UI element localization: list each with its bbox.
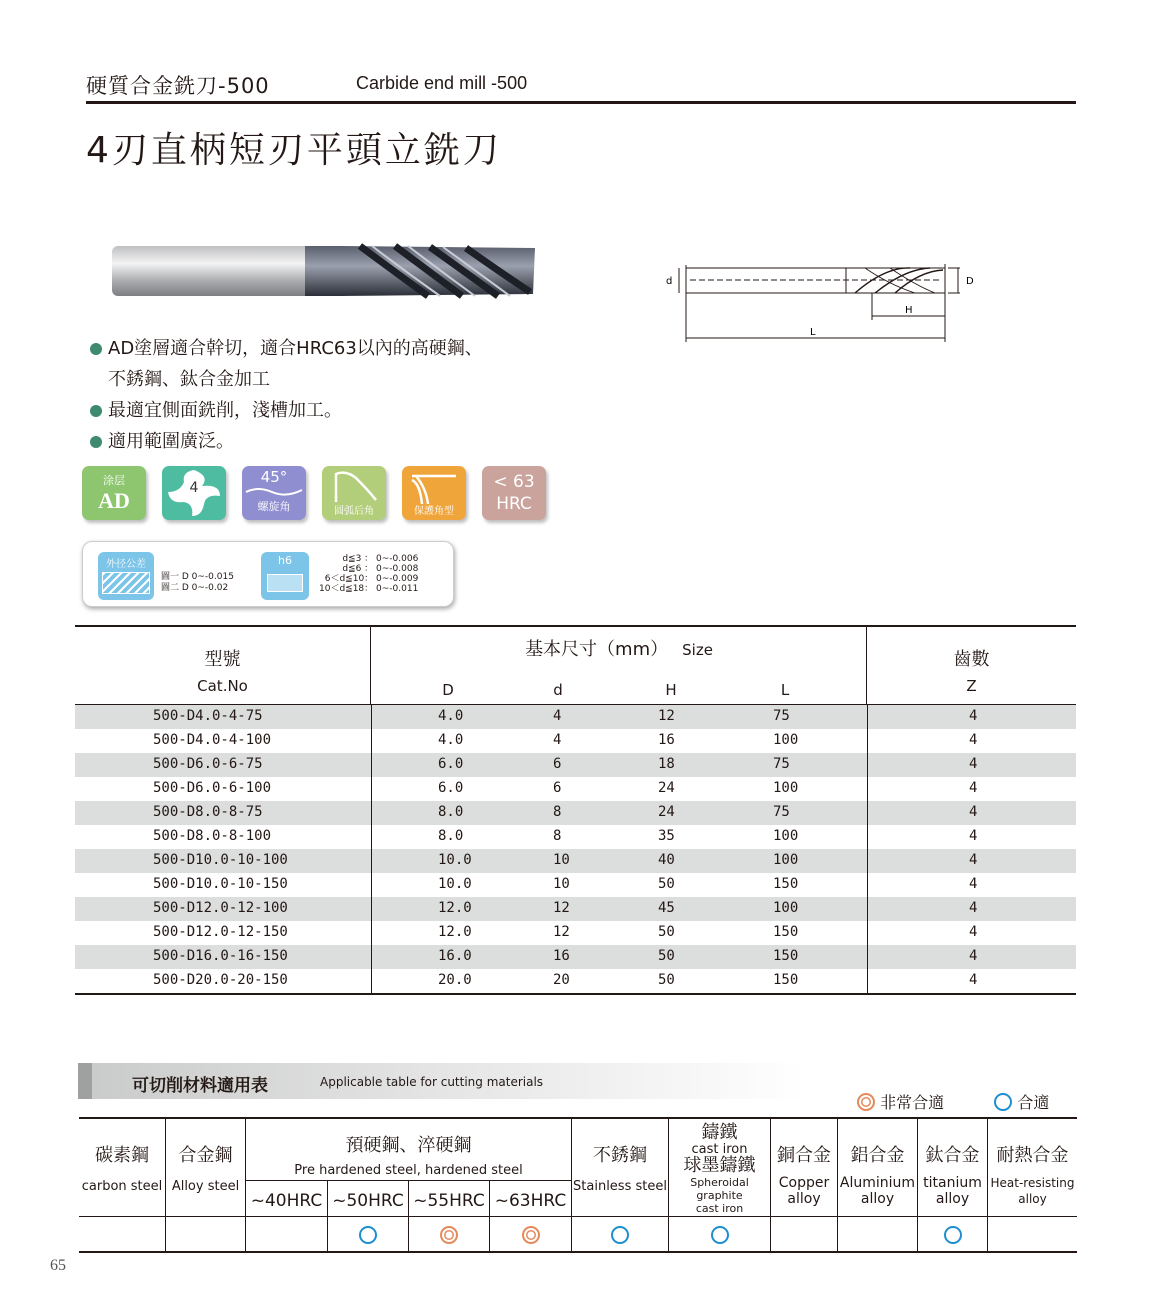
cell-d: 4 [553, 732, 562, 748]
materials-title-en: Applicable table for cutting materials [320, 1075, 544, 1089]
cell-L: 100 [773, 852, 799, 868]
cell-D: 4.0 [438, 732, 464, 748]
cat-no-header-en: Cat.No [197, 677, 248, 695]
protection-corner-icon [402, 466, 466, 520]
cell-H: 16 [658, 732, 675, 748]
icon-value: 4 [189, 480, 199, 496]
cell-L: 75 [773, 708, 790, 724]
cell-L: 100 [773, 900, 799, 916]
cell-cat: 500-D10.0-10-150 [153, 876, 288, 892]
heat-resisting-en-2: alloy [1018, 1192, 1047, 1206]
feature-text: 適用範圍廣泛。 [108, 431, 234, 452]
materials-section-header [78, 1063, 808, 1099]
size-header-title [371, 635, 867, 661]
table-row [75, 729, 1076, 753]
table-row [75, 777, 1076, 801]
icon-caption: 螺旋角 [257, 500, 291, 513]
column-divider [371, 849, 372, 873]
column-divider [867, 849, 868, 873]
carbon-steel-zh: 碳素鋼 [95, 1145, 149, 1166]
bullet-dot-icon [90, 343, 102, 355]
cell-cat: 500-D12.0-12-150 [153, 924, 288, 940]
cell-d: 10 [553, 876, 570, 892]
col-header-d: d [553, 681, 563, 699]
cell-L: 150 [773, 948, 799, 964]
feature-text: AD塗層適合幹切，適合HRC63以內的高硬鋼、 [108, 338, 483, 359]
size-header [371, 627, 867, 705]
suitable-ring-icon [359, 1226, 377, 1244]
cell-H: 50 [658, 876, 675, 892]
hatch-icon [102, 572, 150, 594]
cell-D: 6.0 [438, 780, 464, 796]
titanium-zh: 鈦合金 [925, 1145, 980, 1166]
cat-no-header [75, 627, 371, 705]
aluminium-en-2: alloy [860, 1191, 895, 1207]
column-divider [867, 801, 868, 825]
shank-icon [267, 574, 303, 592]
stainless-zh: 不銹鋼 [593, 1145, 647, 1166]
column-divider [867, 729, 868, 753]
icon-value: AD [98, 488, 130, 513]
alloy-steel-col [166, 1119, 246, 1253]
hrc40-col [246, 1181, 328, 1253]
cell-H: 24 [658, 780, 675, 796]
shank-tolerance-table [319, 554, 418, 594]
feature-text: 最適宜側面銑削，淺槽加工。 [108, 400, 342, 421]
column-divider [371, 945, 372, 969]
titanium-en-1: titanium [923, 1175, 982, 1191]
four-flute-icon [162, 466, 226, 520]
table-row [75, 945, 1076, 969]
cell-H: 50 [658, 972, 675, 988]
very-suitable-ring-icon [857, 1093, 875, 1111]
cell-L: 75 [773, 756, 790, 772]
cast-iron-en: cast iron [691, 1142, 748, 1157]
cell-Z: 4 [969, 852, 978, 868]
cell-Z: 4 [969, 900, 978, 916]
spec-table [75, 625, 1076, 995]
col-header-D: D [442, 681, 454, 699]
cell-cat: 500-D20.0-20-150 [153, 972, 288, 988]
header-title-zh: 硬質合金銑刀-500 [86, 74, 270, 98]
flutes-header-en: Z [966, 677, 977, 695]
cell-d: 20 [553, 972, 570, 988]
size-header-zh: 基本尺寸（mm） [525, 639, 669, 660]
ductile-iron-zh: 球墨鑄鐵 [683, 1155, 756, 1176]
cell-Z: 4 [969, 948, 978, 964]
cell-d: 12 [553, 900, 570, 916]
feature-item [90, 395, 570, 426]
copper-en-1: Copper [778, 1175, 830, 1191]
carbon-steel-en: carbon steel [81, 1179, 163, 1194]
hrc55-label: ~55HRC [413, 1191, 485, 1211]
cell-Z: 4 [969, 804, 978, 820]
column-divider [867, 705, 868, 729]
icon-value: < 63 [493, 472, 535, 492]
cell-cat: 500-D10.0-10-100 [153, 852, 288, 868]
aluminium-zh: 鋁合金 [850, 1145, 905, 1166]
heat-resisting-zh: 耐熱合金 [996, 1145, 1069, 1166]
hardened-steel-en: Pre hardened steel, hardened steel [294, 1163, 523, 1178]
suitable-ring-icon [611, 1226, 629, 1244]
aluminium-col [838, 1119, 918, 1253]
drawing-label-D: D [966, 276, 974, 287]
cell-D: 8.0 [438, 804, 464, 820]
column-divider [371, 753, 372, 777]
feature-icons [82, 466, 552, 522]
drawing-label-d: d [666, 276, 673, 287]
column-divider [867, 777, 868, 801]
outer-diameter-tolerance-badge [98, 552, 154, 600]
cell-H: 24 [658, 804, 675, 820]
column-divider [867, 945, 868, 969]
table-row [75, 705, 1076, 729]
column-divider [371, 729, 372, 753]
column-divider [371, 969, 372, 993]
cast-iron-zh: 鑄鐵 [701, 1122, 738, 1143]
cell-L: 100 [773, 828, 799, 844]
end-mill-photo [110, 242, 535, 300]
shank-tolerance-row: d≦6 ： 0~-0.008 [342, 564, 419, 574]
suitable-ring-icon [944, 1226, 962, 1244]
column-divider [867, 825, 868, 849]
flutes-header-zh: 齒數 [953, 649, 990, 670]
aluminium-en-1: Aluminium [839, 1175, 916, 1191]
cell-d: 10 [553, 852, 570, 868]
cell-cat: 500-D12.0-12-100 [153, 900, 288, 916]
cell-cat: 500-D4.0-4-100 [153, 732, 272, 748]
cell-cat: 500-D6.0-6-100 [153, 780, 272, 796]
cell-cat: 500-D16.0-16-150 [153, 948, 288, 964]
suitable-ring-icon [711, 1226, 729, 1244]
feature-list [90, 333, 570, 457]
icon-caption: 涂层 [103, 474, 125, 487]
copper-zh: 銅合金 [777, 1145, 831, 1166]
cell-H: 18 [658, 756, 675, 772]
table-row [75, 801, 1076, 825]
cell-H: 45 [658, 900, 675, 916]
titanium-en-2: alloy [935, 1191, 970, 1207]
col-header-H: H [665, 681, 677, 699]
tolerance-fig2: 圖二 D 0~-0.02 [161, 583, 229, 593]
table-row [75, 921, 1076, 945]
cell-D: 10.0 [438, 852, 472, 868]
column-divider [371, 801, 372, 825]
icon-caption: 保護角型 [414, 506, 454, 517]
cell-cat: 500-D6.0-6-75 [153, 756, 263, 772]
cell-d: 16 [553, 948, 570, 964]
cat-no-header-zh: 型號 [204, 649, 241, 670]
shank-tolerance-badge [261, 552, 309, 600]
very-suitable-ring-icon [440, 1226, 458, 1244]
bullet-dot-icon [90, 405, 102, 417]
materials-table [79, 1117, 1077, 1253]
helix-angle-icon [242, 466, 306, 520]
cell-Z: 4 [969, 780, 978, 796]
page-title: 4刃直柄短刃平頭立銑刀 [86, 130, 502, 171]
table-row [75, 873, 1076, 897]
cell-D: 20.0 [438, 972, 472, 988]
suitability-legend [857, 1090, 1049, 1113]
arc-relief-icon [322, 466, 386, 520]
cell-cat: 500-D4.0-4-75 [153, 708, 263, 724]
cell-D: 8.0 [438, 828, 464, 844]
header-edge [78, 1063, 92, 1099]
spec-table-header [75, 627, 1076, 705]
table-row [75, 753, 1076, 777]
cell-Z: 4 [969, 756, 978, 772]
column-divider [371, 705, 372, 729]
cell-H: 50 [658, 924, 675, 940]
icon-caption: HRC [496, 494, 532, 514]
cell-L: 150 [773, 924, 799, 940]
very-suitable-ring-icon [522, 1226, 540, 1244]
materials-title-zh: 可切削材料適用表 [132, 1076, 268, 1096]
cell-Z: 4 [969, 924, 978, 940]
cell-D: 12.0 [438, 924, 472, 940]
hrc40-label: ~40HRC [250, 1191, 323, 1211]
cell-L: 150 [773, 972, 799, 988]
cell-d: 12 [553, 924, 570, 940]
ductile-iron-en-1: Spheroidal graphite [690, 1176, 749, 1202]
table-row [75, 969, 1076, 993]
shank-tolerance-label: h6 [278, 554, 292, 567]
cell-d: 6 [553, 780, 562, 796]
cell-Z: 4 [969, 732, 978, 748]
bullet-dot-icon [90, 436, 102, 448]
cell-H: 12 [658, 708, 675, 724]
cell-d: 4 [553, 708, 562, 724]
cell-D: 6.0 [438, 756, 464, 772]
shank-tolerance-row: 6＜d≦10： 0~-0.009 [324, 574, 419, 584]
cell-Z: 4 [969, 828, 978, 844]
hrc50-label: ~50HRC [332, 1191, 404, 1211]
cell-cat: 500-D8.0-8-75 [153, 804, 263, 820]
cell-D: 4.0 [438, 708, 464, 724]
size-header-en: Size [682, 641, 713, 659]
shank-tolerance-row: 10＜d≦18： 0~-0.011 [319, 584, 419, 594]
tolerance-label: 外径公差 [106, 559, 146, 570]
legend-very-suitable: 非常合適 [880, 1093, 945, 1112]
cell-H: 50 [658, 948, 675, 964]
heat-resisting-en-1: Heat-resisting [990, 1176, 1075, 1190]
spec-table-body [75, 705, 1076, 993]
col-header-L: L [780, 681, 790, 699]
cell-d: 8 [553, 828, 562, 844]
coating-ad-icon [82, 466, 146, 520]
hrc-rating-icon [482, 466, 546, 520]
alloy-steel-zh: 合金鋼 [178, 1145, 233, 1166]
hardened-steel-zh: 預硬鋼、淬硬鋼 [345, 1135, 472, 1156]
table-row [75, 849, 1076, 873]
cell-D: 12.0 [438, 900, 472, 916]
stainless-en: Stainless steel [573, 1179, 667, 1194]
feature-item [90, 426, 570, 457]
column-divider [371, 873, 372, 897]
cell-L: 100 [773, 732, 799, 748]
drawing-label-L: L [810, 327, 816, 338]
copper-en-2: alloy [787, 1191, 821, 1207]
cell-Z: 4 [969, 708, 978, 724]
cell-L: 150 [773, 876, 799, 892]
carbon-steel-col [79, 1119, 166, 1253]
table-row [75, 897, 1076, 921]
drawing-label-H: H [905, 305, 913, 316]
header-title-en: Carbide end mill -500 [356, 73, 528, 93]
dimension-drawing [660, 255, 974, 345]
cell-d: 8 [553, 804, 562, 820]
cell-d: 6 [553, 756, 562, 772]
hardened-steel-header [246, 1119, 572, 1181]
feature-item [90, 333, 570, 395]
flutes-header [867, 627, 1076, 705]
column-divider [867, 873, 868, 897]
cell-L: 100 [773, 780, 799, 796]
cell-Z: 4 [969, 972, 978, 988]
legend-suitable: 合適 [1017, 1093, 1050, 1112]
ductile-iron-en-2: cast iron [695, 1202, 744, 1215]
section-header [86, 70, 1076, 104]
shank-tolerance-row: d≦3 ： 0~-0.006 [342, 554, 419, 564]
alloy-steel-en: Alloy steel [171, 1179, 240, 1194]
column-divider [371, 825, 372, 849]
feature-text: 不銹鋼、鈦合金加工 [108, 369, 270, 390]
column-divider [867, 969, 868, 993]
hrc63-label: ~63HRC [494, 1191, 567, 1211]
column-divider [371, 921, 372, 945]
cell-D: 16.0 [438, 948, 472, 964]
heat-resisting-col [988, 1119, 1077, 1253]
cell-D: 10.0 [438, 876, 472, 892]
icon-caption: 圆弧后角 [334, 506, 374, 517]
cell-L: 75 [773, 804, 790, 820]
cell-cat: 500-D8.0-8-100 [153, 828, 272, 844]
column-divider [371, 897, 372, 921]
icon-value: 45° [260, 468, 288, 486]
copper-col [771, 1119, 838, 1253]
cell-H: 40 [658, 852, 675, 868]
table-row [75, 825, 1076, 849]
tolerance-figures [161, 572, 234, 594]
cell-H: 35 [658, 828, 675, 844]
cell-Z: 4 [969, 876, 978, 892]
tolerance-box [82, 541, 454, 607]
column-divider [867, 753, 868, 777]
suitable-ring-icon [994, 1093, 1012, 1111]
column-divider [371, 777, 372, 801]
column-divider [867, 921, 868, 945]
column-divider [867, 897, 868, 921]
page-number: 65 [50, 1257, 66, 1274]
tolerance-fig1: 圖一 D 0~-0.015 [161, 572, 234, 582]
